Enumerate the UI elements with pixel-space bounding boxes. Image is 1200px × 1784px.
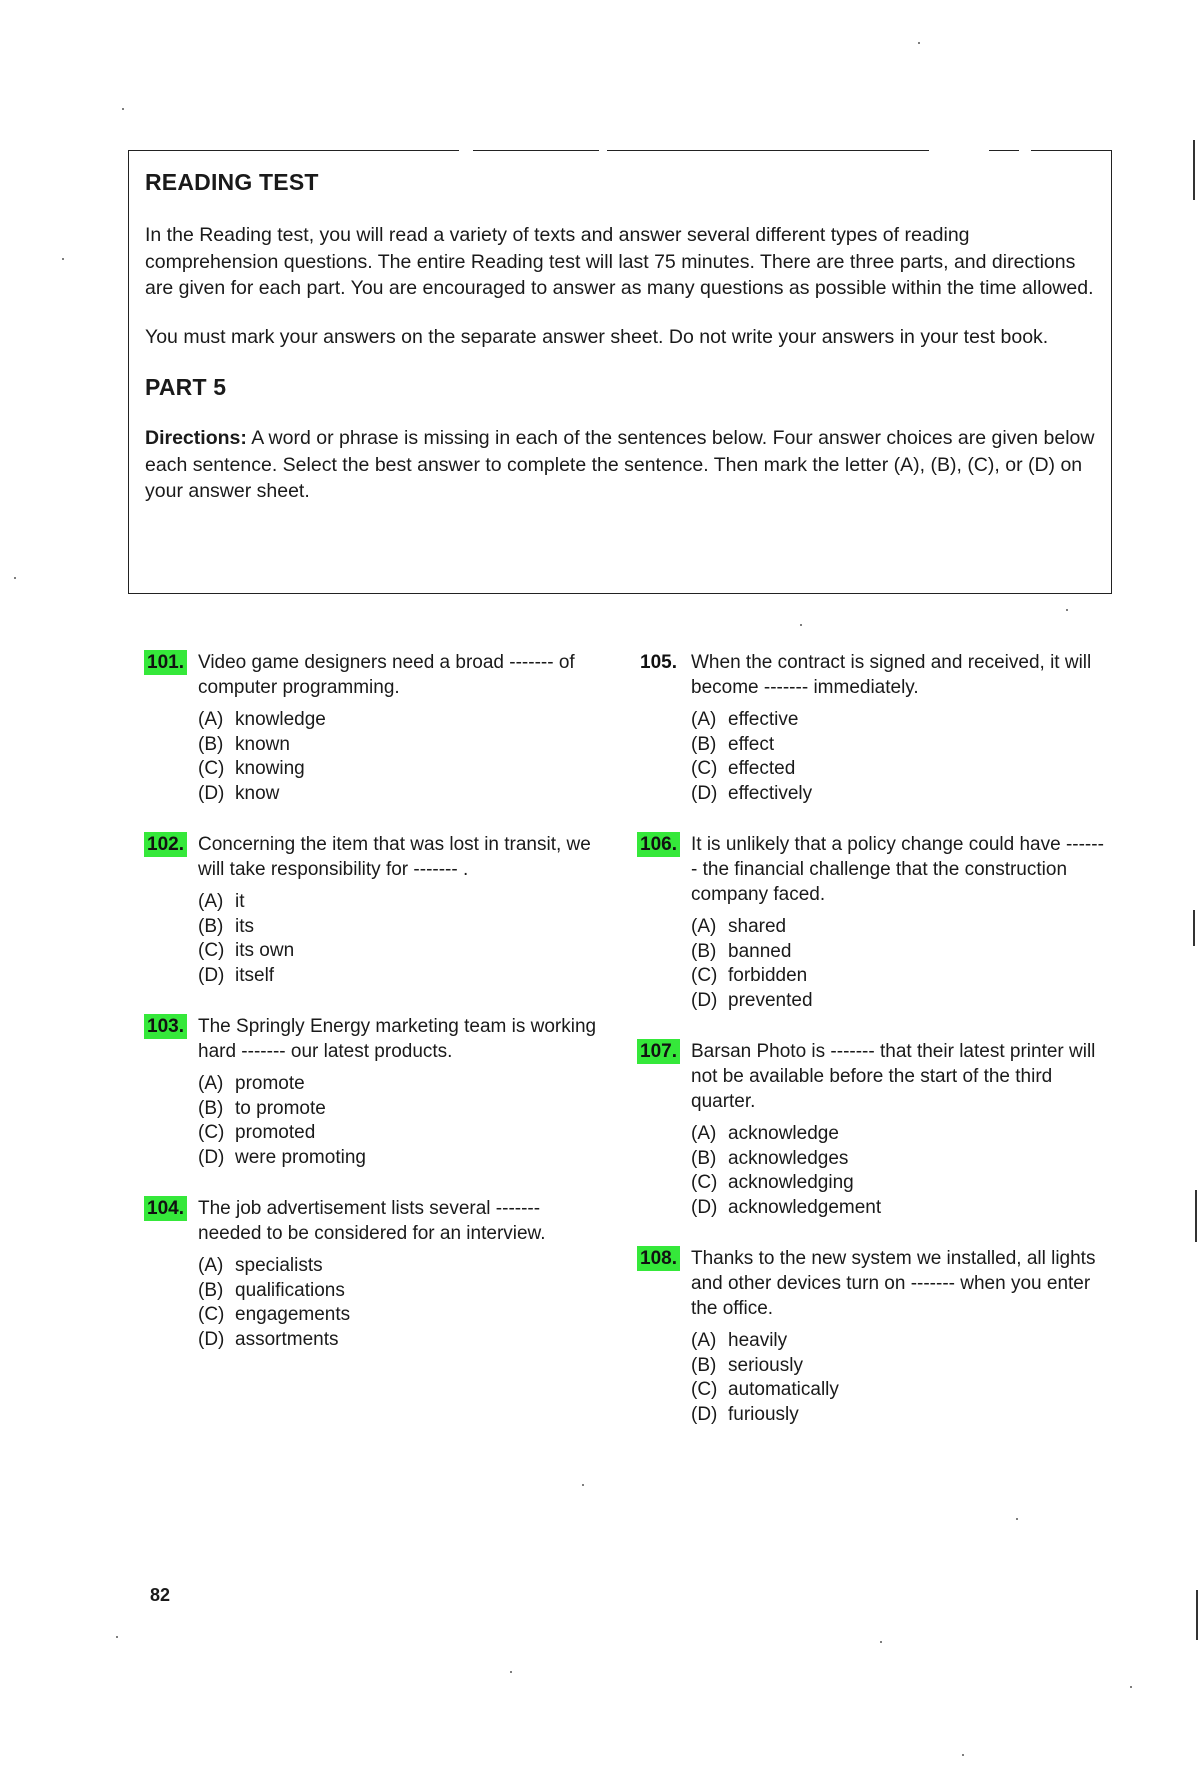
answer-option [198,1254,604,1279]
option-text: to promote [235,1097,326,1119]
option-text: assortments [235,1328,339,1350]
option-text: itself [235,964,275,986]
question-number: 105. [640,652,677,673]
page-number: 82 [150,1585,171,1605]
option-text: heavily [728,1330,788,1351]
option-letter: (C) [198,758,225,779]
option-letter: (B) [198,915,224,937]
answer-option [198,939,604,964]
answer-options [198,890,604,988]
option-letter: (B) [198,1097,224,1119]
question-stem: The Springly Energy marketing team is working hard ------- our latest products. [198,1016,597,1062]
option-text: know [235,782,280,804]
answer-option [198,1279,604,1304]
option-letter: (C) [198,1122,225,1143]
answer-option [198,1097,604,1122]
question-number: 108. [637,1246,680,1271]
option-letter: (B) [198,733,224,755]
directions-text: A word or phrase is missing in each of the sentences below. Four answer choices are given below each sentence. Select the best answer to complete the sentence. Then mark the letter (A), (B), (C), or (D) on your answer sheet. [145,427,1095,502]
option-letter: (C) [691,1172,718,1193]
scan-speck [62,258,64,260]
option-text: promote [235,1073,305,1094]
option-text: known [235,733,290,755]
option-letter: (A) [691,916,717,937]
option-letter: (A) [198,1255,224,1276]
option-letter: (D) [691,989,718,1011]
part-title: PART 5 [145,374,227,400]
scan-speck [1066,609,1068,611]
option-letter: (C) [691,1379,718,1400]
answer-options [691,1329,1107,1427]
option-text: acknowledgement [728,1196,882,1218]
scan-speck [122,108,124,110]
scan-edge-mark [1195,1190,1197,1242]
answer-option [691,1122,1107,1147]
scan-speck [1130,1686,1132,1688]
question-103 [144,1014,604,1170]
option-text: acknowledge [728,1123,839,1144]
scan-speck [962,1754,964,1756]
questions-left-column [144,650,604,1378]
option-letter: (D) [198,1146,225,1168]
border-break [929,148,989,153]
option-text: it [235,891,245,912]
question-number: 103. [144,1014,187,1039]
question-104 [144,1196,604,1352]
option-letter: (A) [691,1123,717,1144]
answer-option [198,1121,604,1146]
questions-right-column [637,650,1107,1453]
option-text: effect [728,733,775,755]
question-101 [144,650,604,806]
answer-option [691,708,1107,733]
question-105 [637,650,1107,806]
answer-option [691,1171,1107,1196]
answer-option [691,757,1107,782]
question-107 [637,1039,1107,1220]
answer-option [198,964,604,989]
answer-option [198,1328,604,1353]
answer-option [691,733,1107,758]
answer-option [198,1072,604,1097]
option-text: forbidden [728,965,808,986]
answer-option [198,1146,604,1171]
option-letter: (C) [691,758,718,779]
border-break [459,148,473,153]
option-letter: (D) [198,782,225,804]
option-text: were promoting [235,1146,366,1168]
answer-options [198,1254,604,1352]
option-letter: (C) [198,940,225,961]
option-letter: (D) [691,782,718,804]
option-letter: (A) [198,1073,224,1094]
answer-sheet-note: You must mark your answers on the separate answer sheet. Do not write your answers in your test book. [145,325,1049,348]
scan-edge-mark [1193,910,1195,946]
answer-option [691,782,1107,807]
option-letter: (B) [198,1279,224,1301]
answer-option [691,940,1107,965]
option-letter: (B) [691,1147,717,1169]
answer-option [691,915,1107,940]
answer-option [691,1378,1107,1403]
option-text: its [235,915,254,937]
option-letter: (D) [198,1328,225,1350]
option-text: promoted [235,1122,316,1143]
option-text: effectively [728,782,813,804]
option-letter: (A) [691,1330,717,1351]
question-stem: It is unlikely that a policy change could have ------- the financial challenge that the construction company faced. [691,834,1104,905]
answer-option [691,1354,1107,1379]
option-text: effected [728,758,796,779]
answer-option [691,989,1107,1014]
option-text: engagements [235,1304,351,1325]
reading-test-intro: In the Reading test, you will read a variety of texts and answer several different types of reading comprehension questions. The entire Reading test will last 75 minutes. There are three parts, and directions are given for each part. You are encouraged to answer as many questions as possible within the time allowed. [145,224,1094,299]
reading-test-title: READING TEST [145,169,319,195]
option-text: acknowledges [728,1147,849,1169]
option-text: knowing [235,758,305,779]
option-letter: (C) [198,1304,225,1325]
option-letter: (C) [691,965,718,986]
scan-speck [918,42,920,44]
directions-label: Directions: [145,427,247,449]
question-stem: The job advertisement lists several ------- needed to be considered for an interview. [198,1198,546,1244]
question-108 [637,1246,1107,1427]
option-text: prevented [728,989,813,1011]
scan-speck [510,1671,512,1673]
answer-option [691,1196,1107,1221]
option-letter: (B) [691,1354,717,1376]
question-number: 101. [144,650,187,675]
scan-speck [582,1484,584,1486]
option-text: its own [235,940,295,961]
option-text: specialists [235,1255,323,1276]
answer-option [198,890,604,915]
answer-option [198,757,604,782]
question-number: 102. [144,832,187,857]
question-stem: Video game designers need a broad ------- of computer programming. [198,652,575,698]
answer-options [691,708,1107,806]
question-stem: Concerning the item that was lost in transit, we will take responsibility for ------- . [198,834,591,880]
answer-option [198,708,604,733]
option-letter: (A) [198,709,224,730]
option-text: automatically [728,1379,839,1400]
answer-options [691,915,1107,1013]
option-letter: (D) [198,964,225,986]
scan-speck [14,577,16,579]
option-letter: (B) [691,940,717,962]
answer-option [198,782,604,807]
scan-edge-mark [1193,140,1195,200]
option-text: qualifications [235,1279,345,1301]
scan-speck [800,624,802,626]
question-number: 106. [637,832,680,857]
option-text: effective [728,709,799,730]
scan-edge-mark [1196,1590,1198,1640]
part-directions [145,425,1095,505]
answer-option [198,1303,604,1328]
answer-options [198,708,604,806]
option-letter: (D) [691,1403,718,1425]
question-stem: Thanks to the new system we installed, all lights and other devices turn on ------- when you enter the office. [691,1248,1096,1319]
answer-options [198,1072,604,1170]
answer-options [691,1122,1107,1220]
answer-option [691,964,1107,989]
option-text: knowledge [235,709,326,730]
border-break [1019,148,1031,153]
answer-option [198,915,604,940]
option-text: acknowledging [728,1172,854,1193]
option-letter: (A) [198,891,224,912]
option-letter: (D) [691,1196,718,1218]
question-stem: When the contract is signed and received, it will become ------- immediately. [691,652,1092,698]
option-letter: (A) [691,709,717,730]
question-102 [144,832,604,988]
scan-speck [116,1636,118,1638]
question-number: 104. [144,1196,187,1221]
option-letter: (B) [691,733,717,755]
option-text: banned [728,940,792,962]
reading-test-instructions-box [128,150,1112,594]
question-number: 107. [637,1039,680,1064]
scan-speck [1016,1518,1018,1520]
question-106 [637,832,1107,1013]
border-break [599,148,607,153]
option-text: shared [728,916,787,937]
answer-option [691,1147,1107,1172]
question-stem: Barsan Photo is ------- that their latest printer will not be available before the start of the third quarter. [691,1041,1096,1112]
option-text: furiously [728,1403,799,1425]
answer-option [198,733,604,758]
answer-option [691,1329,1107,1354]
scan-speck [880,1641,882,1643]
answer-option [691,1403,1107,1428]
option-text: seriously [728,1354,803,1376]
